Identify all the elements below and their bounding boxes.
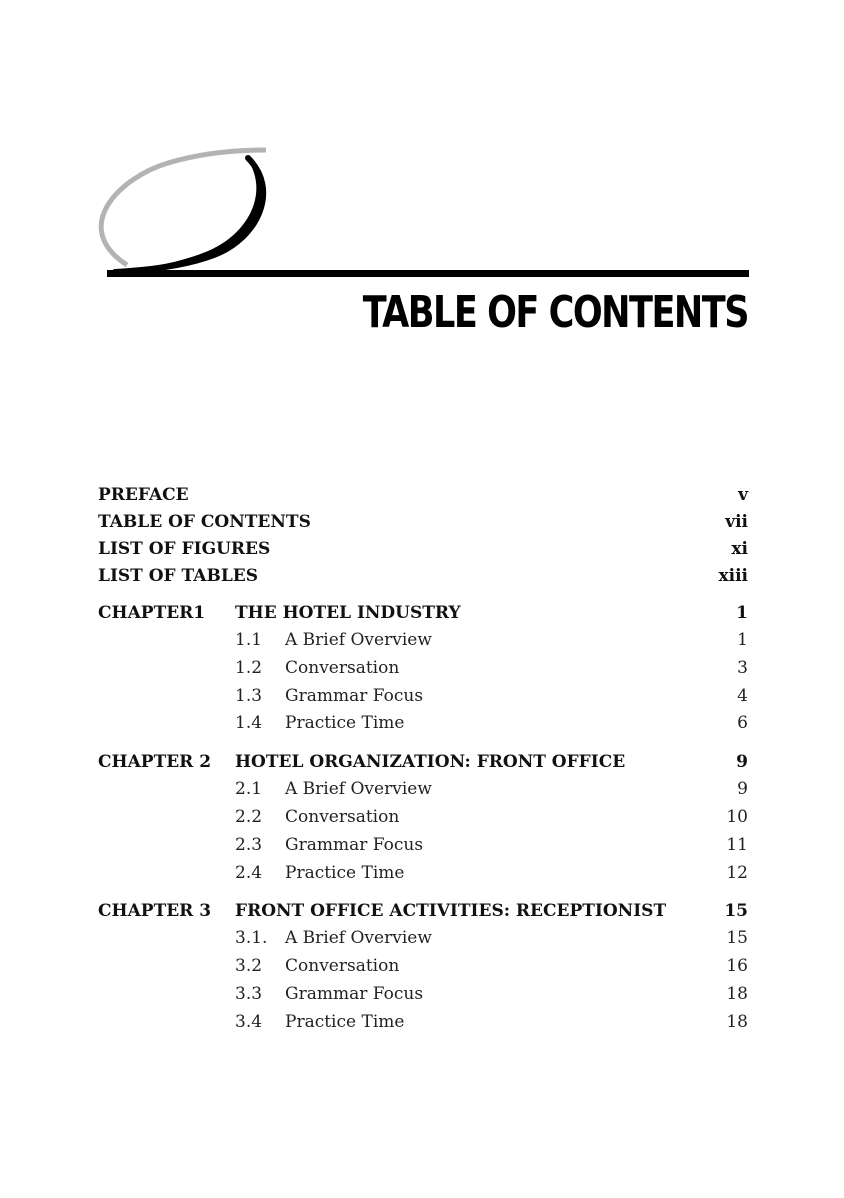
toc-section-item[interactable]	[98, 953, 748, 981]
toc-section-title: Conversation	[285, 956, 400, 977]
toc-page-number: 15	[726, 928, 748, 949]
toc-list	[98, 482, 748, 1037]
toc-page-number: 10	[726, 806, 748, 827]
toc-section-item[interactable]	[98, 832, 748, 860]
toc-page-number: 4	[737, 685, 748, 706]
toc-chapter	[98, 898, 748, 1036]
toc-section-title: A Brief Overview	[285, 779, 432, 800]
toc-page-number: 16	[726, 956, 748, 977]
toc-page-number: v	[738, 485, 748, 505]
toc-page-number: 9	[737, 779, 748, 800]
toc-section-title: Grammar Focus	[285, 834, 424, 855]
toc-section-item[interactable]	[98, 655, 748, 683]
toc-page-number: 9	[736, 752, 748, 773]
toc-chapter-number: CHAPTER 2	[98, 752, 212, 773]
toc-front-item[interactable]	[98, 563, 748, 590]
toc-section-item[interactable]	[98, 776, 748, 804]
toc-page-number: xiii	[718, 566, 748, 586]
toc-page-number: 1	[737, 630, 748, 650]
toc-section-item[interactable]	[98, 860, 748, 888]
toc-section-item[interactable]	[98, 925, 748, 953]
toc-section-item[interactable]	[98, 804, 748, 832]
toc-section-number: 2.1	[235, 779, 263, 800]
header-ornament	[0, 0, 844, 300]
toc-section-title: Grammar Focus	[285, 983, 424, 1004]
toc-page-number: 11	[726, 834, 748, 855]
toc-section-item[interactable]	[98, 683, 748, 711]
toc-section-title: A Brief Overview	[285, 630, 432, 650]
toc-section-item[interactable]	[98, 981, 748, 1009]
toc-chapter-number: CHAPTER 3	[98, 901, 212, 922]
toc-section-number: 3.1.	[235, 928, 268, 949]
toc-section-title: Conversation	[285, 657, 400, 678]
toc-section-title: Grammar Focus	[285, 685, 424, 706]
toc-section-title: Practice Time	[285, 713, 405, 734]
toc-front-label: LIST OF FIGURES	[98, 539, 271, 559]
toc-page-number: xi	[731, 539, 748, 559]
toc-page-number: vii	[725, 512, 748, 532]
toc-front-label: LIST OF TABLES	[98, 566, 259, 586]
toc-section-number: 2.4	[235, 862, 263, 883]
toc-chapter-heading[interactable]	[98, 600, 748, 627]
toc-section-number: 3.3	[235, 983, 263, 1004]
ornament-black-arc	[112, 156, 266, 273]
toc-section-item[interactable]	[98, 710, 748, 738]
toc-chapter-title: FRONT OFFICE ACTIVITIES: RECEPTIONIST	[235, 901, 667, 922]
toc-section-number: 2.2	[235, 806, 263, 827]
toc-section-number: 1.1	[235, 630, 263, 650]
toc-page-number: 3	[737, 657, 748, 678]
toc-section-number: 1.4	[235, 713, 263, 734]
toc-section-item[interactable]	[98, 627, 748, 655]
title-rule	[107, 270, 749, 277]
toc-chapter-number: CHAPTER1	[98, 603, 206, 623]
toc-section-number: 1.3	[235, 685, 263, 706]
toc-chapter-title: HOTEL ORGANIZATION: FRONT OFFICE	[235, 752, 626, 773]
toc-front-item[interactable]	[98, 509, 748, 536]
toc-section-title: Practice Time	[285, 1011, 405, 1032]
toc-section-title: Practice Time	[285, 862, 405, 883]
toc-section-number: 1.2	[235, 657, 263, 678]
toc-chapter-title: THE HOTEL INDUSTRY	[235, 603, 461, 623]
toc-page-number: 18	[726, 983, 748, 1004]
toc-section-number: 3.2	[235, 956, 263, 977]
toc-front-label: PREFACE	[98, 485, 189, 505]
toc-page-number: 6	[737, 713, 748, 734]
toc-front-item[interactable]	[98, 482, 748, 509]
toc-front-label: TABLE OF CONTENTS	[98, 512, 311, 532]
ornament-grey-arc	[101, 150, 266, 265]
toc-section-title: Conversation	[285, 806, 400, 827]
toc-page-number: 12	[726, 862, 748, 883]
toc-section-number: 2.3	[235, 834, 263, 855]
toc-section-item[interactable]	[98, 1009, 748, 1037]
toc-chapter	[98, 600, 748, 738]
toc-page-number: 15	[724, 901, 748, 922]
toc-front-item[interactable]	[98, 536, 748, 563]
toc-section-number: 3.4	[235, 1011, 263, 1032]
page-title: TABLE OF CONTENTS	[362, 288, 748, 339]
toc-chapter-heading[interactable]	[98, 749, 748, 776]
toc-section-title: A Brief Overview	[285, 928, 432, 949]
toc-chapter	[98, 749, 748, 887]
toc-page-number: 1	[736, 603, 748, 623]
toc-chapter-heading[interactable]	[98, 898, 748, 925]
toc-page-number: 18	[726, 1011, 748, 1032]
